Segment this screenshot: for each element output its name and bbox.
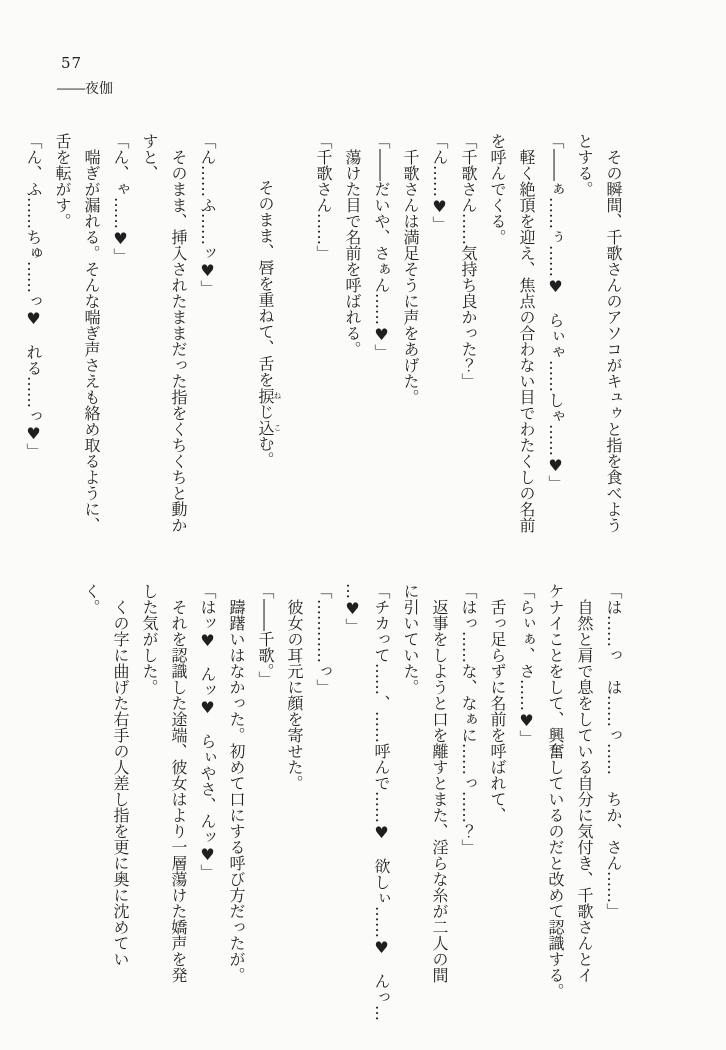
text-column: した気がした。: [140, 583, 159, 695]
text-column: 「ん……♥」: [430, 133, 449, 232]
ruby-post-text: む。: [256, 435, 275, 468]
text-column: 「――だいや、さぁん……♥」: [372, 133, 391, 360]
text-column: くの字に曲げた右手の人差し指を更に奥に沈めてい: [111, 583, 130, 967]
text-column: 軽く絶頂を迎え、焦点の合わない目でわたくしの名前: [517, 133, 536, 533]
text-column: 舌っ足らずに名前を呼ばれて、: [488, 583, 507, 823]
text-column: 「…………っ」: [314, 583, 333, 695]
text-column: 「はッ♥ んッ♥ らぃやさ、んッ♥」: [198, 583, 217, 880]
text-column: 躊躇いはなかった。初めて口にする呼び方だったが。: [227, 583, 246, 983]
text-column: 「らぃぁ、さ……♥」: [517, 583, 536, 746]
text-column: そのまま、挿入されたままだった指をくちくちと動か: [169, 133, 188, 533]
top-text-block: [19, 133, 628, 547]
page-number: 57: [61, 54, 83, 72]
ruby-pre-text: そのまま、唇を重ねて、舌を: [256, 163, 275, 388]
text-column: 蕩けた目で名前を呼ばれる。: [343, 133, 362, 357]
text-column: 「千歌さん……気持ち良かった？」: [459, 133, 478, 389]
text-column: 「は……っ は……っ…… ちか、さん……」: [604, 583, 623, 919]
text-column: 「ん、ふ……ちゅ……っ♥ れる……っ♥」: [24, 133, 43, 459]
text-column: 「ん……ふ……ッ♥」: [198, 133, 217, 296]
text-column: 「ん、ゃ……♥」: [111, 133, 130, 264]
text-column-with-ruby: [222, 133, 309, 547]
text-column: 「千歌さん……」: [314, 133, 333, 261]
text-column: 自然と肩で息をしている自分に気付き、千歌さんとイ: [575, 583, 594, 983]
text-column: 「――千歌。」: [256, 583, 275, 687]
ruby-annotation: [256, 419, 282, 436]
text-column: その瞬間、千歌さんのアソコがキュゥと指を食べよう: [604, 133, 623, 533]
text-column: 「チカって……、……呼んで……♥ 欲しぃ……♥ んっ…: [372, 583, 391, 1021]
bottom-text-block: [77, 583, 628, 1021]
text-column: く。: [82, 583, 101, 615]
text-column: を呼んでくる。: [488, 133, 507, 245]
text-column: とする。: [575, 133, 594, 197]
text-column: 「――ぁ……ぅ……♥ らぃゃ……しゃ……♥」: [546, 133, 565, 491]
text-column: 返事をしようと口を離すとまた、淫らな糸が二人の間: [430, 583, 449, 983]
text-column: に引いていた。: [401, 583, 420, 695]
chapter-running-title: ――夜伽: [57, 81, 113, 97]
ruby-text: こ: [273, 419, 282, 436]
ruby-base: 込: [256, 419, 275, 436]
text-column: ケナイことをして、興奮しているのだと改めて認識する。: [546, 583, 565, 999]
ruby-mid-text: じ: [256, 403, 275, 420]
text-column: 「はっ……な、なぁに……っ……？」: [459, 583, 478, 855]
text-column: それを認識した途端、彼女はより一層蕩けた嬌声を発: [169, 583, 188, 983]
text-column: 喘ぎが漏れる。そんな喘ぎ声さえも絡め取るように、: [82, 133, 101, 533]
text-column: すと、: [140, 133, 159, 181]
ruby-text: ね: [273, 387, 282, 404]
text-column: 彼女の耳元に顔を寄せた。: [285, 583, 304, 791]
text-column: 千歌さんは満足そうに声をあげた。: [401, 133, 420, 405]
ruby-annotation: [256, 387, 282, 404]
text-column: 舌を転がす。: [53, 133, 72, 229]
ruby-base: 捩: [256, 387, 275, 404]
text-column: …♥」: [343, 583, 362, 634]
